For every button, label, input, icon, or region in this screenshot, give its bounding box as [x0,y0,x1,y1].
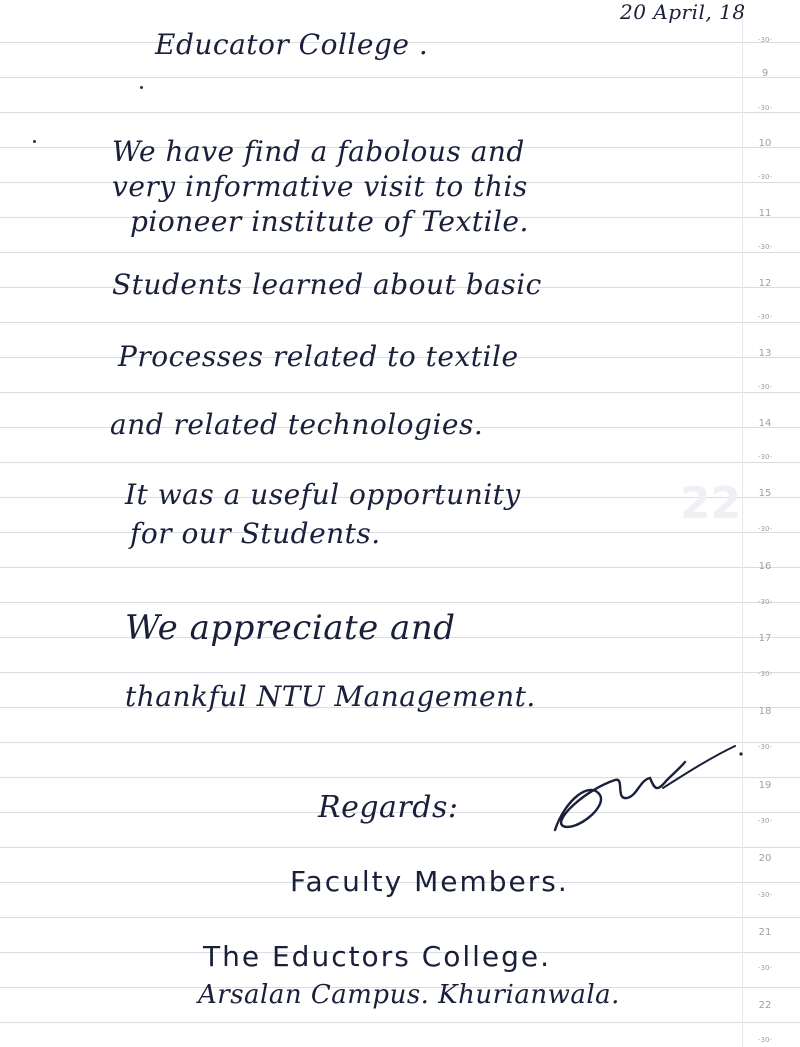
margin-half-mark: -30- [758,383,772,391]
body-line: very informative visit to this [112,170,528,203]
margin-number: 22 [758,1000,772,1011]
signatory-faculty: Faculty Members. [290,865,569,898]
body-line: Students learned about basic [112,268,542,301]
closing-regards: Regards: [318,790,459,825]
body-line: We appreciate and [125,608,456,648]
margin-number: 11 [758,208,772,219]
margin-half-mark: -30- [758,173,772,181]
body-line: It was a useful opportunity [125,478,521,511]
margin-half-mark: -30- [758,453,772,461]
body-line: thankful NTU Management. [125,680,536,713]
margin-number: 10 [758,138,772,149]
bleed-through-watermark: 22 [680,478,742,529]
margin-half-mark: -30- [758,1036,772,1044]
margin-half-mark: -30- [758,243,772,251]
margin-number: 19 [758,780,772,791]
ink-dot [33,140,36,143]
margin-number: 15 [758,488,772,499]
margin-number: 21 [758,927,772,938]
margin-number: 16 [758,561,772,572]
margin-half-mark: -30- [758,817,772,825]
margin-half-mark: -30- [758,891,772,899]
margin-half-mark: -30- [758,598,772,606]
margin-half-mark: -30- [758,670,772,678]
signatory-campus: Arsalan Campus. Khurianwala. [198,980,620,1010]
margin-number: 14 [758,418,772,429]
margin-half-mark: -30- [758,313,772,321]
body-line: pioneer institute of Textile. [130,205,529,238]
margin-half-mark: -30- [758,104,772,112]
margin-number: 20 [758,853,772,864]
margin-number: 17 [758,633,772,644]
margin-number: 12 [758,278,772,289]
body-line: and related technologies. [110,408,484,441]
body-line: Processes related to textile [118,340,519,373]
margin-half-mark: -30- [758,743,772,751]
ink-dot [140,86,143,89]
margin-rule [742,0,743,1047]
margin-half-mark: -30- [758,525,772,533]
margin-number: 9 [761,68,769,79]
signatory-college: The Eductors College. [203,940,552,973]
handwritten-signature [545,740,755,840]
page-title: Educator College . [155,28,429,61]
margin-half-mark: -30- [758,36,772,44]
body-line: We have find a fabolous and [112,135,525,168]
margin-number: 18 [758,706,772,717]
entry-date: 20 April, 18 [620,0,746,24]
body-line: for our Students. [130,517,381,550]
margin-half-mark: -30- [758,964,772,972]
margin-number: 13 [758,348,772,359]
